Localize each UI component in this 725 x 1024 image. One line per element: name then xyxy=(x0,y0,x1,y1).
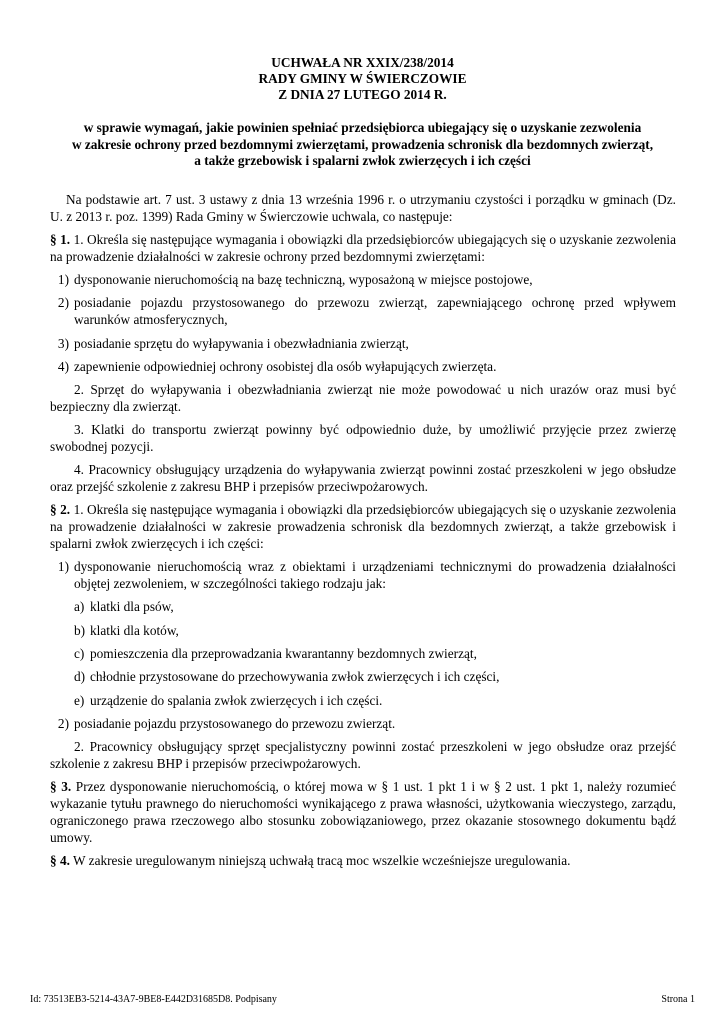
sub-item-letter: e) xyxy=(74,692,85,708)
section-1-point-4: 4. Pracownicy obsługujący urządzenia do wyłapywania zwierząt powinni zostać przeszkoleni w jego obsłudze oraz przejść szkolenie z zakresu BHP i przepisów przeciwpożarowych. xyxy=(50,462,676,495)
intro-paragraph: Na podstawie art. 7 ust. 3 ustawy z dnia 13 września 1996 r. o utrzymaniu czystości i porządku w gminach (Dz. U. z 2013 r. poz. 1399) Rada Gminy w Świerczowie uchwala, co następuje: xyxy=(50,192,676,224)
item-text: zapewnienie odpowiedniej ochrony osobistej dla osób wyłapujących zwierzęta. xyxy=(74,358,497,374)
section-1-paragraph xyxy=(50,232,676,266)
item-number: 2) xyxy=(57,715,69,731)
sub-item-text: urządzenie do spalania zwłok zwierzęcych i ich części. xyxy=(90,692,383,708)
list-item xyxy=(50,272,676,289)
sub-item-text: klatki dla kotów, xyxy=(90,622,179,638)
item-number: 3) xyxy=(57,335,69,351)
section-1-point-3: 3. Klatki do transportu zwierząt powinny być odpowiednio duże, by umożliwić przyjęcie przez zwierzę swobodnej pozycji. xyxy=(50,422,676,455)
resolution-header xyxy=(0,55,725,103)
council-name: RADY GMINY W ŚWIERCZOWIE xyxy=(258,71,467,86)
subject-line: w zakresie ochrony przed bezdomnymi zwierzętami, prowadzenia schronisk dla bezdomnych zwierząt, xyxy=(71,136,654,152)
item-text: dysponowanie nieruchomością na bazę techniczną, wyposażoną w miejsce postojowe, xyxy=(74,272,533,288)
section-4-paragraph xyxy=(50,853,676,870)
resolution-date: Z DNIA 27 LUTEGO 2014 R. xyxy=(278,87,447,102)
document-body xyxy=(50,192,676,876)
list-item xyxy=(50,559,676,593)
item-number: 1) xyxy=(57,272,69,288)
section-2-text: 1. Określa się następujące wymagania i obowiązki dla przedsiębiorców ubiegających się o uzyskanie zezwolenia na prowadzenie działalności w zakresie prowadzenia schronisk dla bezdomnych zwierząt, a także grzebowisk i spalarni zwłok zwierzęcych i ich części: xyxy=(50,502,676,552)
sub-list-item xyxy=(50,623,676,640)
list-item xyxy=(50,336,676,353)
sub-list-item xyxy=(50,669,676,686)
sub-item-text: klatki dla psów, xyxy=(90,599,174,615)
section-2-point-2: 2. Pracownicy obsługujący sprzęt specjalistyczny powinni zostać przeszkoleni w jego obsłudze oraz przejść szkolenie z zakresu BHP i przepisów przeciwpożarowych. xyxy=(50,739,676,772)
subject-line: a także grzebowisk i spalarni zwłok zwierzęcych i ich części xyxy=(194,153,531,168)
subject-line: w sprawie wymagań, jakie powinien spełniać przedsiębiorca ubiegający się o uzyskanie zezwolenia xyxy=(83,120,642,135)
section-3-text: Przez dysponowanie nieruchomością, o której mowa w § 1 ust. 1 pkt 1 i w § 2 ust. 1 pkt 1, należy rozumieć wykazanie tytułu prawnego do nieruchomości wynikającego z prawa własności, użytkowania wieczystego, zarządu, ograniczonego prawa rzeczowego albo stosunku zobowiązaniowego, przez okazanie stosownego dokumentu bądź umowy. xyxy=(50,779,676,845)
item-number: 2) xyxy=(57,295,69,311)
section-1-point-2: 2. Sprzęt do wyłapywania i obezwładniania zwierząt nie może powodować u nich urazów oraz musi być bezpieczny dla zwierząt. xyxy=(50,382,676,414)
resolution-subject xyxy=(40,120,685,170)
section-2-mark: § 2. xyxy=(50,502,71,518)
section-1-text: 1. Określa się następujące wymagania i obowiązki dla przedsiębiorców ubiegających się o uzyskanie zezwolenia na prowadzenie działalności w zakresie ochrony przed bezdomnymi zwierzętami: xyxy=(50,232,676,264)
item-text: dysponowanie nieruchomością wraz z obiektami i urządzeniami technicznymi do prowadzenia działalności objętej zezwoleniem, w szczególności takiego rodzaju jak: xyxy=(74,559,676,592)
sub-list-item xyxy=(50,599,676,616)
item-number: 4) xyxy=(57,358,69,374)
sub-item-letter: a) xyxy=(74,599,85,615)
section-3-mark: § 3. xyxy=(50,779,72,795)
sub-item-letter: d) xyxy=(74,669,86,685)
sub-list-item xyxy=(50,693,676,710)
resolution-number: UCHWAŁA NR XXIX/238/2014 xyxy=(271,55,454,70)
sub-item-letter: c) xyxy=(74,646,85,662)
item-text: posiadanie pojazdu przystosowanego do przewozu zwierząt, zapewniającego ochronę przed wpływem warunków atmosferycznych, xyxy=(74,295,676,328)
sub-item-letter: b) xyxy=(74,622,86,638)
list-item xyxy=(50,716,676,733)
item-text: posiadanie pojazdu przystosowanego do przewozu zwierząt. xyxy=(74,715,396,731)
sub-item-text: pomieszczenia dla przeprowadzania kwarantanny bezdomnych zwierząt, xyxy=(90,646,477,662)
page-number: Strona 1 xyxy=(661,994,695,1005)
item-text: posiadanie sprzętu do wyłapywania i obezwładniania zwierząt, xyxy=(74,335,409,351)
list-item xyxy=(50,295,676,329)
item-number: 1) xyxy=(57,559,69,575)
sub-item-text: chłodnie przystosowane do przechowywania zwłok zwierzęcych i ich części, xyxy=(90,669,500,685)
section-2-paragraph xyxy=(50,502,676,552)
document-id: Id: 73513EB3-5214-43A7-9BE8-E442D31685D8. Podpisany xyxy=(30,994,277,1005)
section-1-mark: § 1. xyxy=(50,232,71,248)
section-3-paragraph xyxy=(50,779,676,846)
section-4-text: W zakresie uregulowanym niniejszą uchwałą tracą moc wszelkie wcześniejsze uregulowania. xyxy=(69,853,571,868)
list-item xyxy=(50,359,676,376)
sub-list-item xyxy=(50,646,676,663)
section-4-mark: § 4. xyxy=(50,853,70,868)
